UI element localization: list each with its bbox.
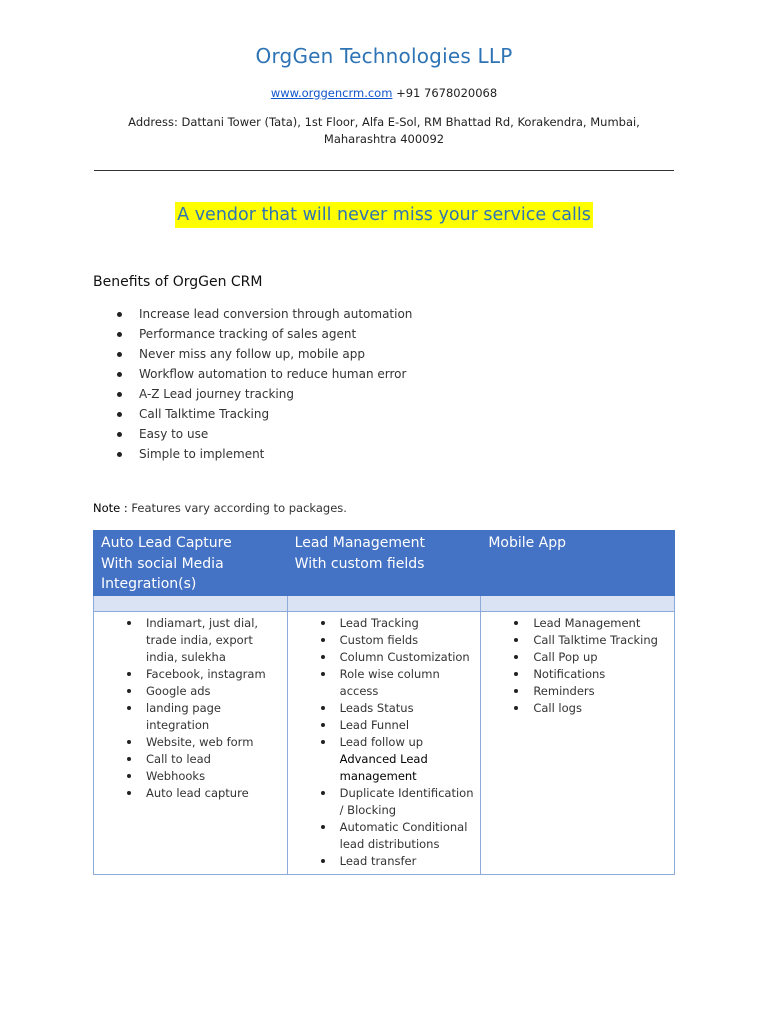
benefit-item: Workflow automation to reduce human error — [93, 364, 412, 384]
tagline: A vendor that will never miss your service calls — [175, 202, 593, 228]
feature-item: Notifications — [485, 666, 670, 683]
mobile-app-list — [485, 615, 670, 717]
feature-item: Lead Tracking — [292, 615, 477, 632]
feature-subheading: Advanced Lead management — [339, 751, 428, 783]
benefit-item: Simple to implement — [93, 444, 412, 464]
feature-item: Indiamart, just dial, trade india, export india, sulekha — [98, 615, 283, 666]
features-band-row — [94, 595, 675, 611]
benefit-item: A-Z Lead journey tracking — [93, 384, 412, 404]
website-link[interactable]: www.orggencrm.com — [270, 86, 393, 100]
feature-item: Reminders — [485, 683, 670, 700]
feature-item: Facebook, instagram — [98, 666, 283, 683]
features-table — [93, 530, 675, 875]
feature-item: Lead follow up — [292, 734, 477, 751]
header-line: Mobile App — [488, 535, 567, 551]
note-label: Note : — [93, 501, 128, 515]
band-cell — [287, 595, 481, 611]
tagline-container — [0, 202, 768, 228]
auto-lead-capture-cell — [94, 611, 288, 874]
band-cell — [481, 595, 675, 611]
features-header-row — [94, 531, 675, 596]
header-divider — [94, 170, 674, 171]
feature-item: Automatic Conditional lead distributions — [292, 819, 477, 853]
header-line: Lead Management — [294, 535, 425, 551]
benefit-item: Increase lead conversion through automation — [93, 304, 412, 324]
feature-item: Auto lead capture — [98, 785, 283, 802]
phone-number: +91 7678020068 — [396, 86, 498, 100]
auto-lead-capture-list — [98, 615, 283, 802]
feature-item: Lead Funnel — [292, 717, 477, 734]
packages-note — [93, 501, 347, 515]
feature-item: Website, web form — [98, 734, 283, 751]
contact-line — [0, 86, 768, 100]
benefits-list — [93, 304, 412, 464]
features-body-row — [94, 611, 675, 874]
note-text: Features vary according to packages. — [127, 501, 347, 515]
feature-item: Call Pop up — [485, 649, 670, 666]
feature-item: Duplicate Identification / Blocking — [292, 785, 477, 819]
feature-item: Call logs — [485, 700, 670, 717]
column-header-auto-lead-capture — [94, 531, 288, 596]
feature-item: Custom fields — [292, 632, 477, 649]
feature-item: Leads Status — [292, 700, 477, 717]
header-line: Integration(s) — [101, 576, 197, 592]
feature-item: Call to lead — [98, 751, 283, 768]
lead-management-cell — [287, 611, 481, 874]
header-line: With custom fields — [294, 555, 425, 572]
column-header-lead-management — [287, 531, 481, 596]
feature-item: landing page integration — [98, 700, 283, 734]
benefit-item: Performance tracking of sales agent — [93, 324, 412, 344]
benefits-heading: Benefits of OrgGen CRM — [93, 274, 263, 290]
header-line: With social Media — [101, 555, 224, 572]
feature-item: Role wise column access — [292, 666, 477, 700]
benefit-item: Call Talktime Tracking — [93, 404, 412, 424]
band-cell — [94, 595, 288, 611]
mobile-app-cell — [481, 611, 675, 874]
lead-management-list — [292, 615, 477, 870]
header-line: Auto Lead Capture — [101, 535, 232, 551]
feature-item: Webhooks — [98, 768, 283, 785]
feature-item: Lead transfer — [292, 853, 477, 870]
benefit-item: Easy to use — [93, 424, 412, 444]
feature-item: Column Customization — [292, 649, 477, 666]
feature-item: Call Talktime Tracking — [485, 632, 670, 649]
benefit-item: Never miss any follow up, mobile app — [93, 344, 412, 364]
column-header-mobile-app — [481, 531, 675, 596]
company-address: Address: Dattani Tower (Tata), 1st Floor, Alfa E-Sol, RM Bhattad Rd, Korakendra, Mumbai, Maharashtra 400092 — [128, 115, 640, 146]
company-name: OrgGen Technologies LLP — [255, 44, 513, 68]
feature-item: Google ads — [98, 683, 283, 700]
feature-item: Lead Management — [485, 615, 670, 632]
